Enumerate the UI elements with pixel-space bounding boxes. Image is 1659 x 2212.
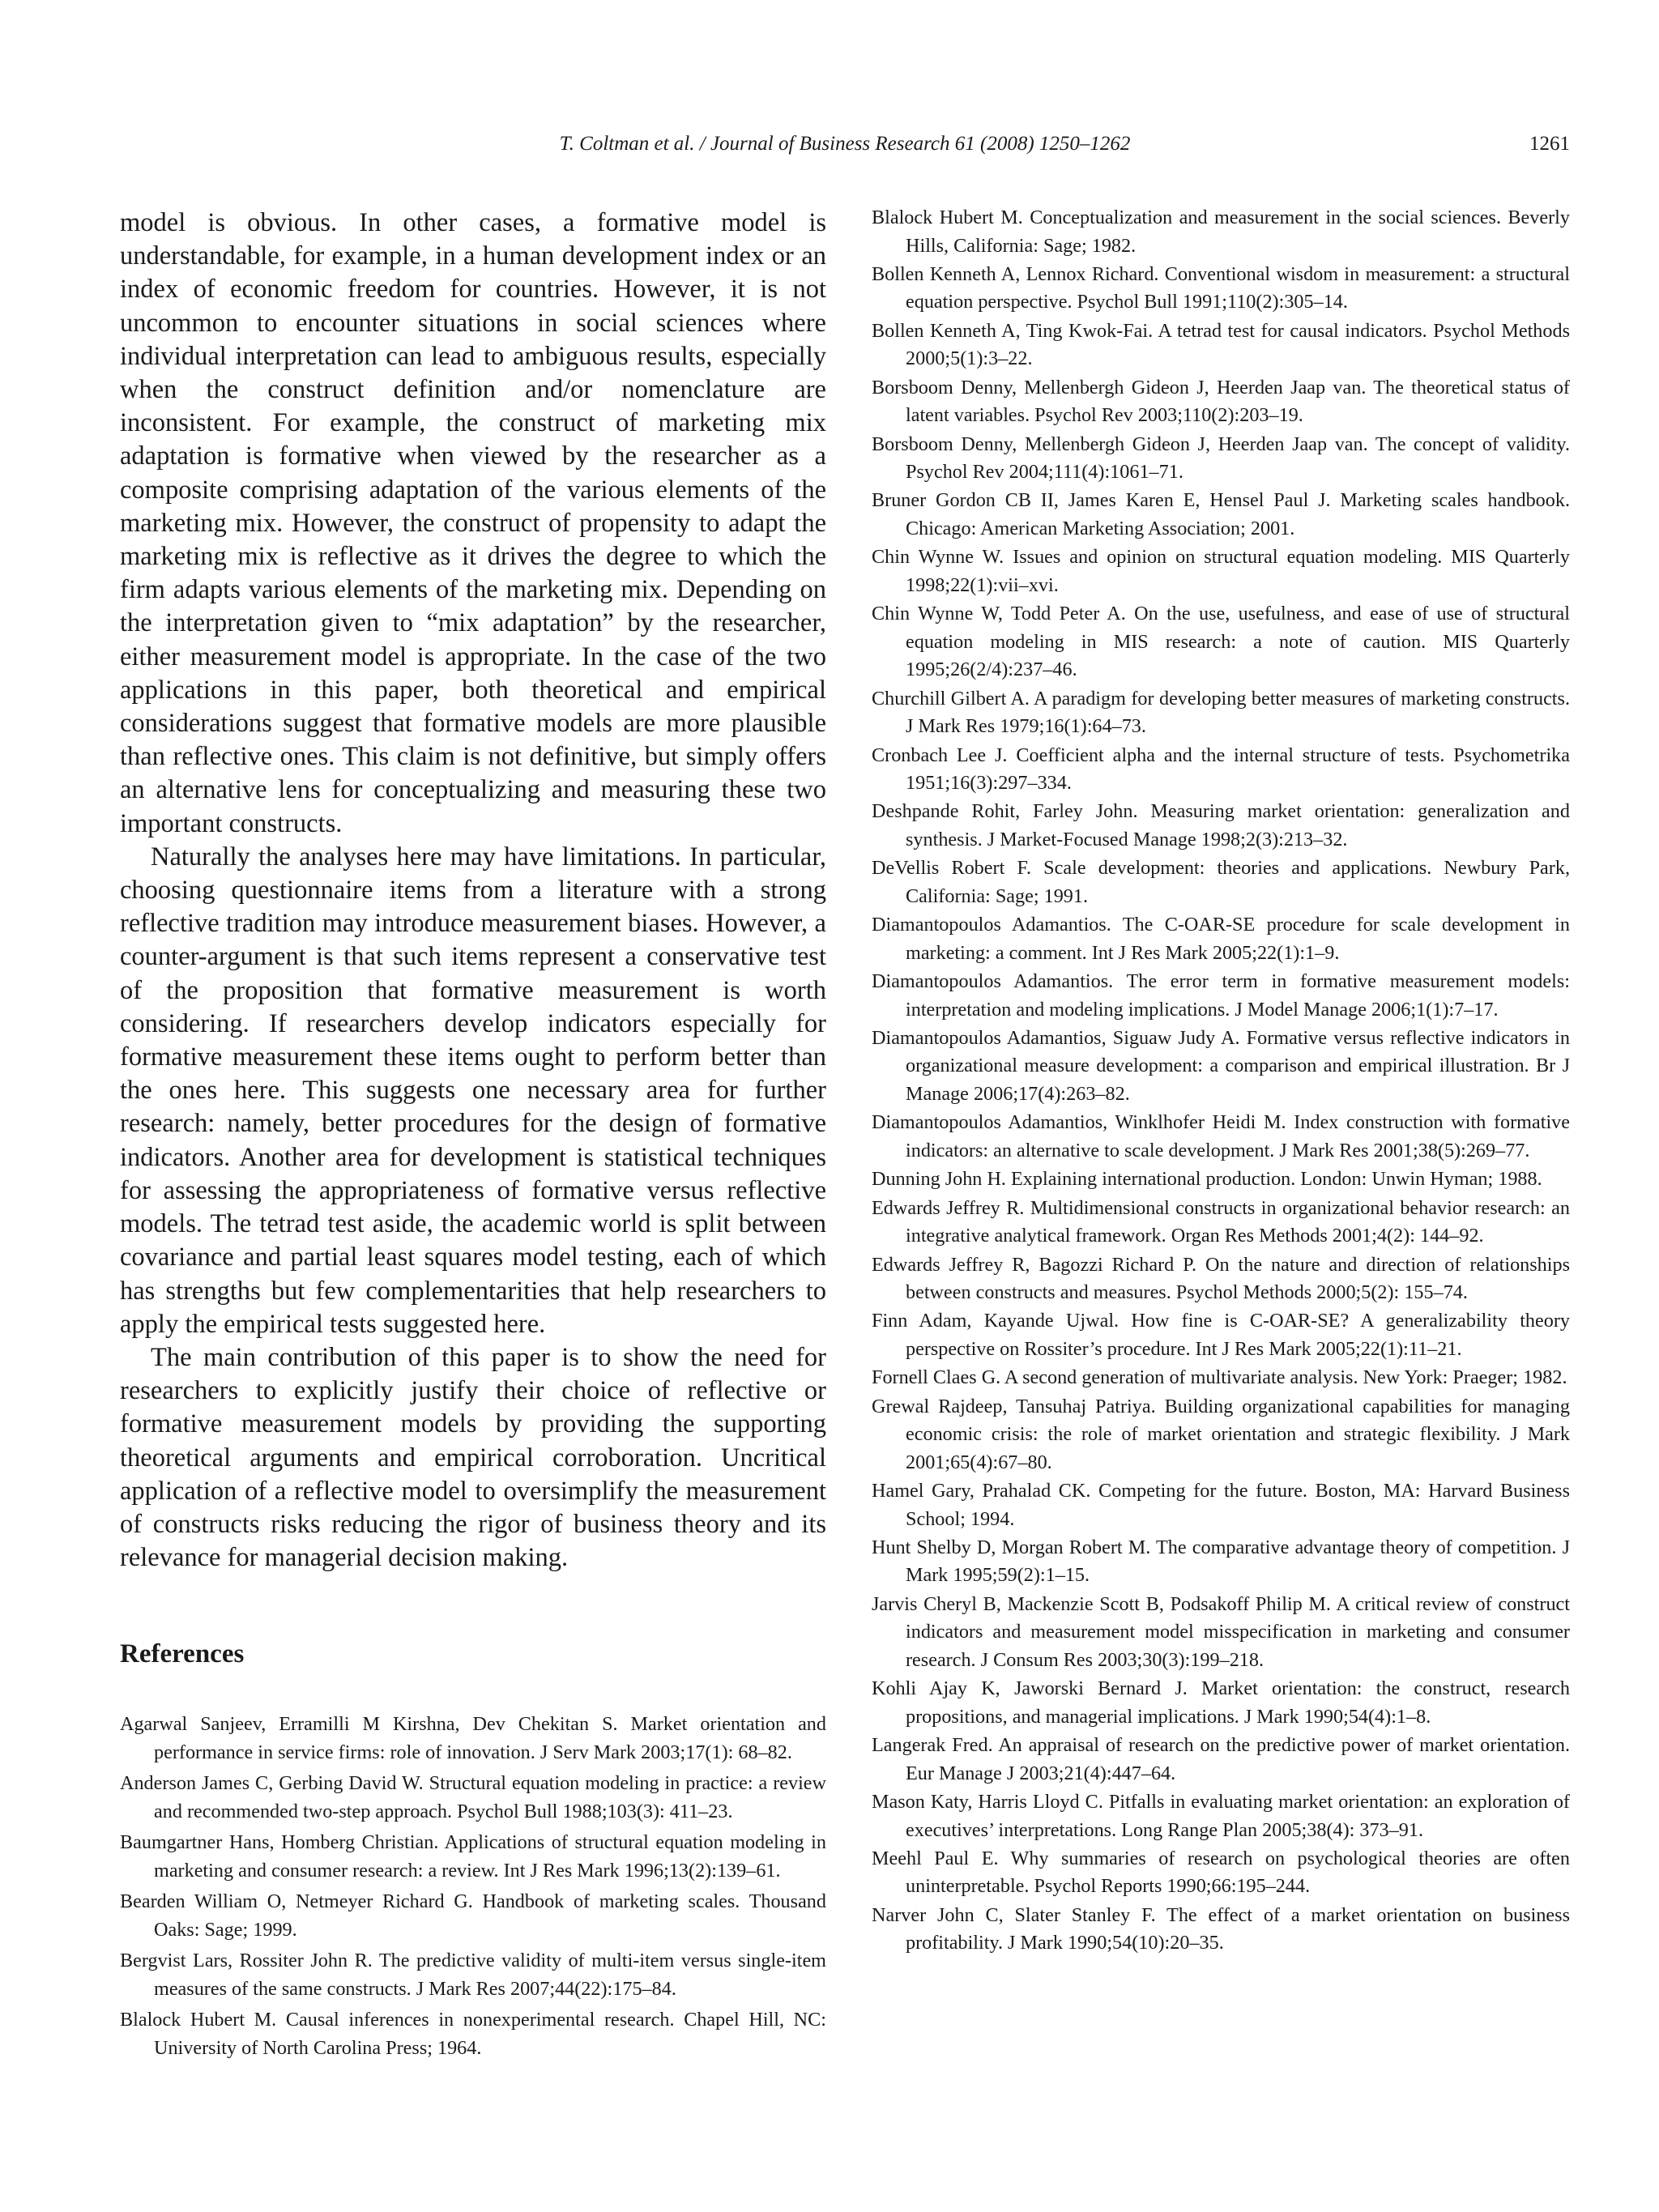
reference-item: Blalock Hubert M. Conceptualization and measurement in the social sciences. Beverly Hills, California: Sage; 1982. bbox=[872, 207, 1570, 257]
left-column bbox=[120, 207, 826, 2065]
reference-item: Anderson James C, Gerbing David W. Structural equation modeling in practice: a review and recommended two-step approach. Psychol Bull 1988;103(3): 411–23. bbox=[120, 1772, 826, 1822]
reference-item: Grewal Rajdeep, Tansuhaj Patriya. Building organizational capabilities for managing economic crisis: the role of market orientation and strategic flexibility. J Mark 2001;65(4):67–80. bbox=[872, 1395, 1570, 1473]
reference-item: Mason Katy, Harris Lloyd C. Pitfalls in evaluating market orientation: an exploration of executives’ interpretations. Long Range Plan 2005;38(4): 373–91. bbox=[872, 1791, 1570, 1841]
reference-item: Edwards Jeffrey R. Multidimensional constructs in organizational behavior research: an integrative analytical framework. Organ Res Methods 2001;4(2): 144–92. bbox=[872, 1196, 1570, 1247]
reference-item: Bollen Kenneth A, Lennox Richard. Conventional wisdom in measurement: a structural equation perspective. Psychol Bull 1991;110(2):305–14. bbox=[872, 262, 1570, 313]
reference-item: DeVellis Robert F. Scale development: theories and applications. Newbury Park, California: Sage; 1991. bbox=[872, 857, 1570, 907]
reference-item: Cronbach Lee J. Coefficient alpha and the internal structure of tests. Psychometrika 1951;16(3):297–334. bbox=[872, 744, 1570, 795]
reference-item: Bearden William O, Netmeyer Richard G. Handbook of marketing scales. Thousand Oaks: Sage; 1999. bbox=[120, 1890, 826, 1941]
paragraph: The main contribution of this paper is to show the need for researchers to explicitly justify their choice of reflective or formative measurement models by providing the supporting theoretical arguments and empirical corroboration. Uncritical application of a reflective model to oversimplify the measurement of constructs risks reducing the rigor of business theory and its relevance for managerial decision making. bbox=[120, 1342, 826, 1573]
reference-item: Edwards Jeffrey R, Bagozzi Richard P. On the nature and direction of relationships between constructs and measures. Psychol Methods 2000;5(2): 155–74. bbox=[872, 1253, 1570, 1304]
reference-item: Diamantopoulos Adamantios. The C-OAR-SE procedure for scale development in marketing: a comment. Int J Res Mark 2005;22(1):1–9. bbox=[872, 914, 1570, 964]
reference-item: Baumgartner Hans, Homberg Christian. Applications of structural equation modeling in marketing and consumer research: a review. Int J Res Mark 1996;13(2):139–61. bbox=[120, 1831, 826, 1882]
reference-item: Narver John C, Slater Stanley F. The effect of a market orientation on business profitability. J Mark 1990;54(10):20–35. bbox=[872, 1903, 1570, 1954]
reference-item: Bollen Kenneth A, Ting Kwok-Fai. A tetrad test for causal indicators. Psychol Methods 2000;5(1):3–22. bbox=[872, 319, 1570, 370]
reference-item: Diamantopoulos Adamantios. The error term in formative measurement models: interpretation and modeling implications. J Model Manage 2006;1(1):7–17. bbox=[872, 970, 1570, 1021]
reference-item: Kohli Ajay K, Jaworski Bernard J. Market orientation: the construct, research propositions, and managerial implications. J Mark 1990;54(4):1–8. bbox=[872, 1677, 1570, 1728]
body-text bbox=[120, 207, 826, 1575]
reference-item: Diamantopoulos Adamantios, Winklhofer Heidi M. Index construction with formative indicators: an alternative to scale development. J Mark Res 2001;38(5):269–77. bbox=[872, 1111, 1570, 1161]
paragraph: model is obvious. In other cases, a formative model is understandable, for example, in a human development index or an index of economic freedom for countries. However, it is not uncommon to encounter situations in social sciences where individual interpretation can lead to ambiguous results, especially when the construct definition and/or nomenclature are inconsistent. For example, the construct of marketing mix adaptation is formative when viewed by the researcher as a composite comprising adaptation of the various elements of the marketing mix. However, the construct of propensity to adapt the marketing mix is reflective as it drives the degree to which the firm adapts various elements of the marketing mix. Depending on the interpretation given to “mix adaptation” by the researcher, either measurement model is appropriate. In the case of the two applications in this paper, both theoretical and empirical considerations suggest that formative models are more plausible than reflective ones. This claim is not definitive, but simply offers an alternative lens for conceptualizing and measuring these two important constructs. bbox=[120, 208, 826, 838]
reference-item: Hamel Gary, Prahalad CK. Competing for the future. Boston, MA: Harvard Business School; 1994. bbox=[872, 1480, 1570, 1530]
reference-item: Bergvist Lars, Rossiter John R. The predictive validity of multi-item versus single-item measures of the same constructs. J Mark Res 2007;44(22):175–84. bbox=[120, 1950, 826, 2000]
reference-item: Churchill Gilbert A. A paradigm for developing better measures of marketing constructs. J Mark Res 1979;16(1):64–73. bbox=[872, 687, 1570, 738]
reference-item: Langerak Fred. An appraisal of research on the predictive power of market orientation. Eur Manage J 2003;21(4):447–64. bbox=[872, 1734, 1570, 1784]
reference-item: Deshpande Rohit, Farley John. Measuring market orientation: generalization and synthesis. J Market-Focused Manage 1998;2(3):213–32. bbox=[872, 800, 1570, 850]
reference-item: Agarwal Sanjeev, Erramilli M Kirshna, Dev Chekitan S. Market orientation and performance in service firms: role of innovation. J Serv Mark 2003;17(1): 68–82. bbox=[120, 1713, 826, 1763]
page-number: 1261 bbox=[1529, 133, 1570, 155]
references-heading: References bbox=[120, 1639, 245, 1669]
reference-list-left bbox=[120, 1711, 826, 2062]
reference-item: Jarvis Cheryl B, Mackenzie Scott B, Podsakoff Philip M. A critical review of construct indicators and measurement model misspecification in marketing and consumer research. J Consum Res 2003;30(3):199–218. bbox=[872, 1592, 1570, 1671]
reference-item: Bruner Gordon CB II, James Karen E, Hensel Paul J. Marketing scales handbook. Chicago: American Marketing Association; 2001. bbox=[872, 489, 1570, 539]
reference-item: Borsboom Denny, Mellenbergh Gideon J, Heerden Jaap van. The theoretical status of latent variables. Psychol Rev 2003;110(2):203–19. bbox=[872, 376, 1570, 427]
reference-item: Dunning John H. Explaining international production. London: Unwin Hyman; 1988. bbox=[872, 1168, 1542, 1191]
running-title: T. Coltman et al. / Journal of Business Research 61 (2008) 1250–1262 bbox=[559, 133, 1131, 155]
reference-item: Borsboom Denny, Mellenbergh Gideon J, Heerden Jaap van. The concept of validity. Psychol Rev 2004;111(4):1061–71. bbox=[872, 433, 1570, 484]
reference-item: Meehl Paul E. Why summaries of research on psychological theories are often uninterpretable. Psychol Reports 1990;66:195–244. bbox=[872, 1847, 1570, 1898]
reference-item: Chin Wynne W. Issues and opinion on structural equation modeling. MIS Quarterly 1998;22(1):vii–xvi. bbox=[872, 546, 1570, 596]
reference-item: Finn Adam, Kayande Ujwal. How fine is C-OAR-SE? A generalizability theory perspective on Rossiter’s procedure. Int J Res Mark 2005;22(1):11–21. bbox=[872, 1310, 1570, 1360]
reference-item: Blalock Hubert M. Causal inferences in nonexperimental research. Chapel Hill, NC: University of North Carolina Press; 1964. bbox=[120, 2009, 826, 2059]
right-column bbox=[872, 204, 1570, 1958]
reference-item: Chin Wynne W, Todd Peter A. On the use, usefulness, and ease of use of structural equation modeling in MIS research: a note of caution. MIS Quarterly 1995;26(2/4):237–46. bbox=[872, 603, 1570, 681]
reference-item: Fornell Claes G. A second generation of multivariate analysis. New York: Praeger; 1982. bbox=[872, 1366, 1567, 1389]
running-header bbox=[120, 130, 1570, 159]
reference-list-right bbox=[872, 204, 1570, 1958]
reference-item: Hunt Shelby D, Morgan Robert M. The comparative advantage theory of competition. J Mark 1995;59(2):1–15. bbox=[872, 1536, 1570, 1587]
reference-item: Diamantopoulos Adamantios, Siguaw Judy A. Formative versus reflective indicators in organizational measure development: a comparison and empirical illustration. Br J Manage 2006;17(4):263–82. bbox=[872, 1026, 1570, 1105]
paragraph: Naturally the analyses here may have limitations. In particular, choosing questionnaire items from a literature with a strong reflective tradition may introduce measurement biases. However, a counter-argument is that such items represent a conservative test of the proposition that formative measurement is worth considering. If researchers develop indicators especially for formative measurement these items ought to perform better than the ones here. This suggests one necessary area for further research: namely, better procedures for the design of formative indicators. Another area for development is statistical techniques for assessing the appropriateness of formative versus reflective models. The tetrad test aside, the academic world is split between covariance and partial least squares model testing, each of which has strengths but few complementarities that help researchers to apply the empirical tests suggested here. bbox=[120, 842, 826, 1339]
